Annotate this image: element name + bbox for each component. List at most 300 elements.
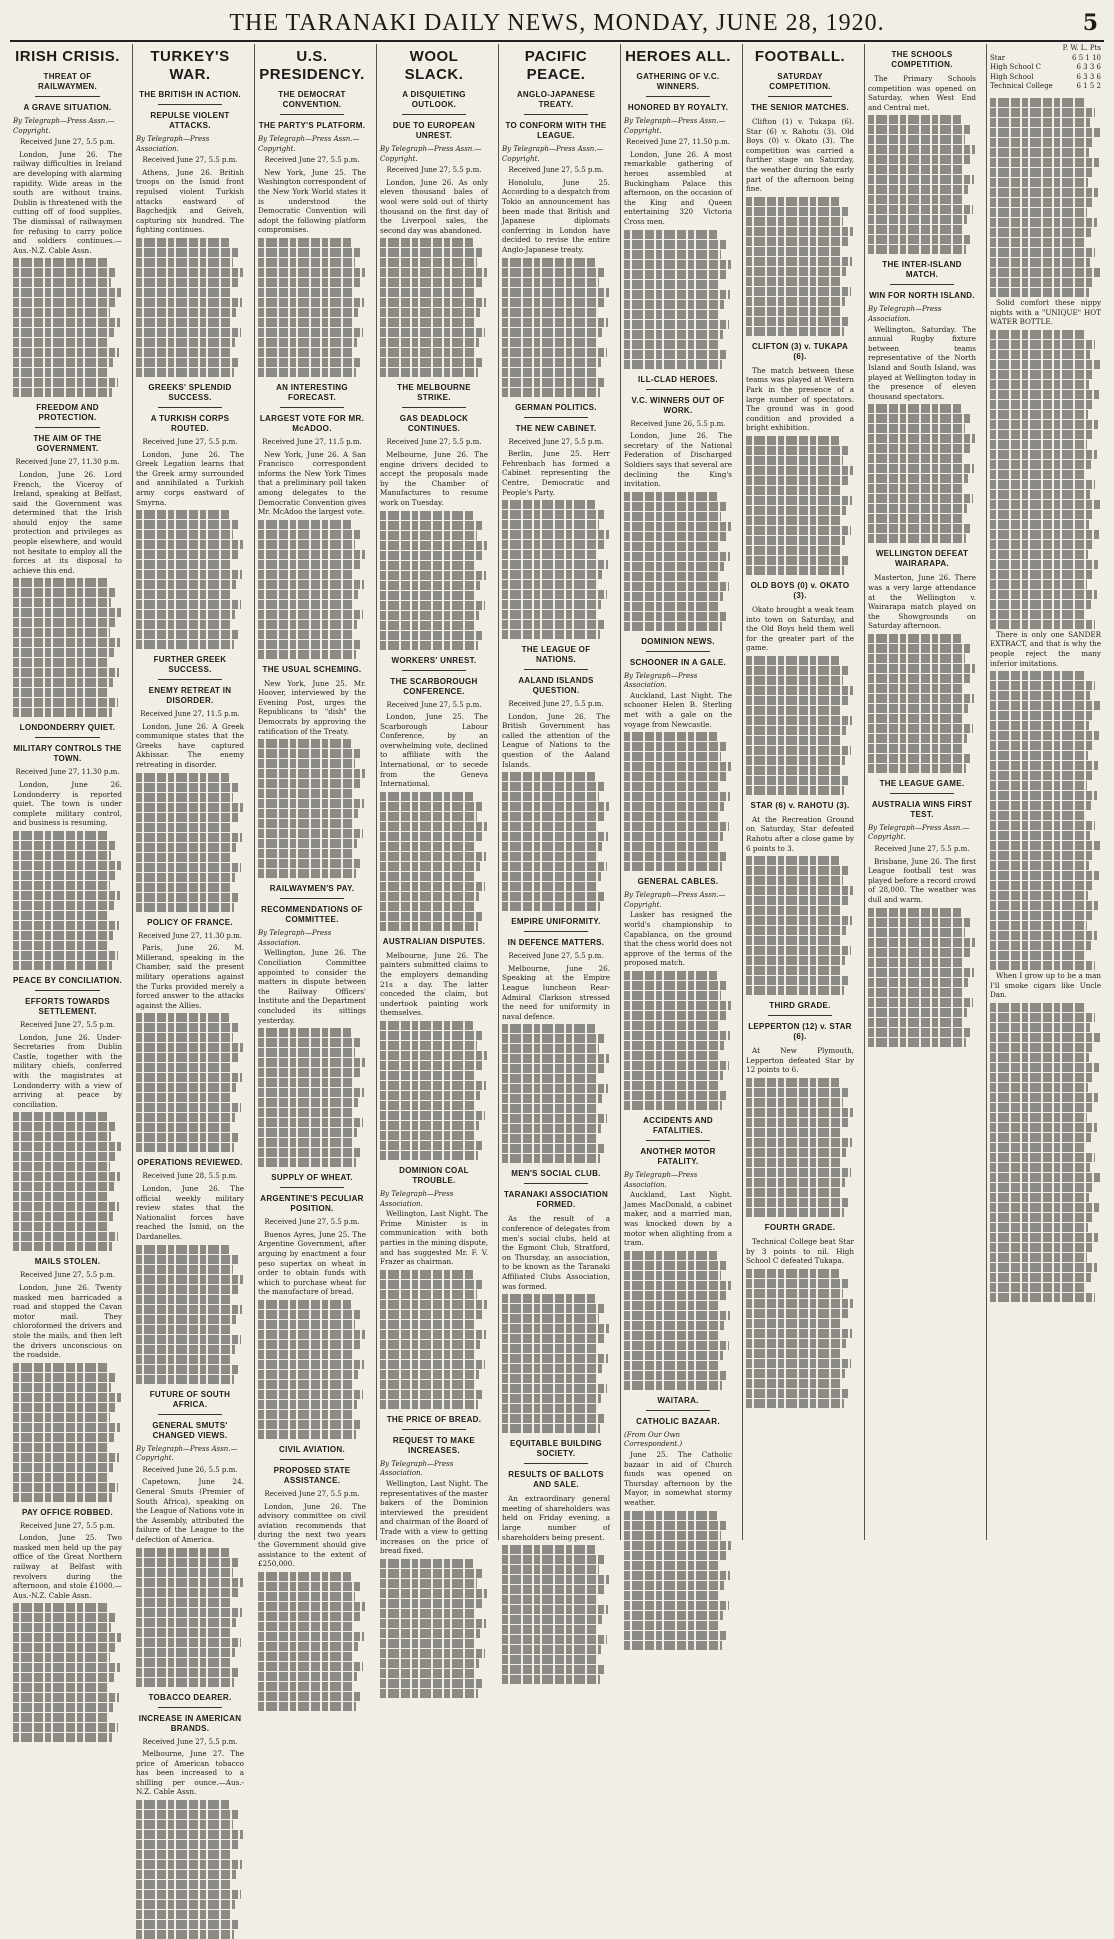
text-line [13,1633,121,1642]
text-line [380,348,474,357]
article-text: New York, June 25. The Washington correspondent of the New York World states it is understood the Democratic Convention will adopt the following platform compromises. [258,168,366,235]
text-line [380,1280,483,1289]
text-line [136,1275,243,1284]
text-line [380,611,479,620]
text-line [380,1310,482,1319]
text-line [136,1033,233,1042]
text-line [502,842,602,851]
text-line [746,1208,844,1217]
article-subheading: RECOMMENDATIONS OF COMMITTEE. [258,905,366,925]
text-line [868,454,964,463]
article-subheading: IN DEFENCE MATTERS. [502,938,610,948]
article-subheading: V.C. WINNERS OUT OF WORK. [624,396,732,416]
text-line [990,941,1091,950]
text-line [502,1374,597,1383]
text-line [258,1652,353,1661]
text-line [624,852,728,861]
text-line [624,552,730,561]
text-line [13,881,110,890]
article [502,1439,610,1684]
text-line [990,620,1095,629]
text-line [990,711,1094,720]
text-line [502,318,608,327]
text-line [136,1558,239,1567]
text-line [746,776,850,785]
text-line [136,278,238,287]
text-line [868,524,972,533]
article-text: Capetown, June 24. General Smuts (Premier of South Africa), speaking on the League of Nations vote in the Assembly, attributed the failure of the League to the defection of America. [136,1477,244,1544]
text-line [136,268,243,277]
article [624,375,732,631]
article-heading: GERMAN POLITICS. [502,403,610,413]
article-heading: FURTHER GREEK SUCCESS. [136,655,244,675]
text-line [258,1350,354,1359]
article-heading: MAILS STOLEN. [13,1257,122,1267]
text-line [136,1810,239,1819]
text-line [746,1309,848,1318]
heading-rule [35,96,100,97]
text-line [990,821,1095,830]
text-line [13,598,111,607]
text-line [258,809,358,818]
dateline: By Telegraph—Press Assn.—Copyright. [502,145,610,164]
text-line [868,684,964,693]
text-line [868,514,962,523]
text-line [746,446,849,455]
text-line [258,600,353,609]
text-line [502,1034,605,1043]
text-line [13,901,114,910]
text-line [746,896,848,905]
text-line [380,872,475,881]
text-line [990,861,1089,870]
text-line [380,862,480,871]
text-line [502,1104,597,1113]
text-line [13,348,119,357]
text-line [868,205,973,214]
text-line [13,1192,109,1201]
article [380,1415,488,1698]
text-line [624,832,723,841]
received-line: Received June 27, 11.30 p.m. [136,932,244,942]
text-line [258,328,363,337]
article-heading: SUPPLY OF WHEAT. [258,1173,366,1183]
column-headline: U.S. PRESIDENCY. [258,48,366,84]
text-line [380,631,484,640]
article-text: Technical College beat Star by 3 points to nil. High School C defeated Tukapa. [746,1237,854,1266]
text-line [868,654,965,663]
text-line [990,510,1094,519]
text-line [502,1344,598,1353]
article-subheading: HONORED BY ROYALTY. [624,103,732,113]
text-line [136,1920,240,1929]
text-line [258,650,356,659]
text-line [136,1880,231,1889]
text-line [746,566,844,575]
table-team: High School C [990,63,1041,73]
article [136,383,244,649]
text-line [258,1138,352,1147]
text-line [502,1364,602,1373]
text-line [624,772,726,781]
article-heading: AUSTRALIAN DISPUTES. [380,937,488,947]
text-line [502,812,604,821]
text-line [13,861,121,870]
text-line [502,1354,608,1363]
text-line [136,853,231,862]
text-line [624,782,720,791]
text-line [13,1393,121,1402]
text-line [502,620,606,629]
text-line [990,1123,1097,1132]
received-line: Received June 27, 5.5 p.m. [502,438,610,448]
text-line [502,1124,601,1133]
text-line [380,1101,475,1110]
text-line [258,348,352,357]
text-line [136,640,234,649]
text-line [136,823,232,832]
text-line [868,245,966,254]
text-line [502,560,608,569]
text-line [136,1900,235,1909]
text-line [258,1028,351,1037]
text-line [13,831,107,840]
text-line [624,250,721,259]
text-line [624,1631,728,1640]
text-line [136,530,233,539]
text-line [380,1609,476,1618]
received-line: Received June 27, 11.50 p.m. [624,138,732,148]
article-text: London, June 25. The Scarborough Labour Conference, by an overwhelming vote, declined to affiliate with the International, or to secede from the Geneva International. [380,712,488,789]
text-line [624,1031,730,1040]
text-line [13,368,108,377]
text-line [624,1021,720,1030]
article-subheading: THE AIM OF THE GOVERNMENT. [13,434,122,454]
article [13,976,122,1251]
text-line [380,1659,479,1668]
article-heading: THE USUAL SCHEMING. [258,665,366,675]
received-line: Received June 27, 5.5 p.m. [502,700,610,710]
text-line [868,958,964,967]
text-line [624,522,731,531]
table-values: 6 3 3 6 [1077,73,1102,83]
text-line [136,1255,239,1264]
text-line [258,1118,363,1127]
article [258,1173,366,1439]
text-line [502,610,596,619]
text-line [624,320,729,329]
article-heading: GENERAL CABLES. [624,877,732,887]
text-line [990,1293,1095,1302]
received-line: Received June 27, 11.30 p.m. [13,768,122,778]
article [624,1116,732,1390]
text-line [258,1340,360,1349]
article-text: Auckland, Last Night. The schooner Helen B. Sterling met with a gale on the voyage from Newcastle. [624,691,732,729]
text-line [13,841,117,850]
note-text: When I grow up to be a man I'll smoke cigars like Uncle Dan. [990,971,1101,1000]
text-line [136,1063,232,1072]
article-heading: WORKERS' UNREST. [380,656,488,666]
text-line [258,288,354,297]
text-line [868,125,971,134]
received-line: Received June 27, 5.5 p.m. [380,166,488,176]
article-heading: WELLINGTON DEFEAT WAIRARAPA. [868,549,976,569]
text-line [746,1389,850,1398]
text-line [258,520,351,529]
text-line [380,892,479,901]
text-line [624,1251,717,1260]
received-line: Received June 27, 5.5 p.m. [258,1218,366,1228]
text-line [868,948,970,957]
text-line [990,1013,1095,1022]
text-line [624,572,719,581]
text-line [746,217,843,226]
article-heading: SATURDAY COMPETITION. [746,72,854,92]
text-line [136,520,239,529]
article [258,383,366,659]
text-line [258,620,357,629]
text-line [624,1071,723,1080]
table-row [990,73,1101,83]
text-line [380,1300,487,1309]
text-line [624,732,717,741]
text-line [624,822,729,831]
article [258,90,366,377]
text-line [746,476,848,485]
text-line [990,188,1098,197]
column-6 [620,44,735,1540]
text-line [258,258,355,267]
article-heading: THE DEMOCRAT CONVENTION. [258,90,366,110]
text-line [136,258,233,267]
text-line [136,348,230,357]
text-line [258,318,353,327]
text-line [13,1703,113,1712]
text-line [624,1281,731,1290]
article-subheading: A TURKISH CORPS ROUTED. [136,414,244,434]
article [136,90,244,377]
text-line [746,207,849,216]
text-line [502,358,601,367]
text-line [258,1642,358,1651]
received-line: Received June 27, 5.5 p.m. [13,1271,122,1281]
article-text: Lasker has resigned the world's championship to Capablanca, on the ground that the chess world does not approve of the terms of the proposed match. [624,910,732,968]
article-subheading: THE SCARBOROUGH CONFERENCE. [380,677,488,697]
heading-rule [524,1183,589,1184]
text-line [258,1430,356,1439]
text-line [990,951,1085,960]
text-line [13,1222,108,1231]
text-line [990,330,1085,339]
text-line [990,390,1099,399]
text-line [380,1679,484,1688]
article [502,1169,610,1433]
text-line [502,1334,604,1343]
text-line [380,298,486,307]
text-line [502,782,605,791]
text-line [868,404,961,413]
text-line [380,1021,473,1030]
text-line [380,1619,486,1628]
text-line [13,1112,107,1121]
text-line [136,1325,231,1334]
text-line [624,1601,729,1610]
text-line [624,1001,731,1010]
article [624,877,732,1110]
article-heading: THE PRICE OF BREAD. [380,1415,488,1425]
text-line [136,1083,236,1092]
text-line [624,762,731,771]
article-text: Wellington, Last Night. The Prime Minister is in communication with both parties in the mining dispute, and has suggested Mr. F. V. Frazer as chairman. [380,1209,488,1267]
text-line [380,551,482,560]
text-line [624,1541,731,1550]
text-line [13,1232,118,1241]
text-line [868,734,967,743]
text-line [13,1623,111,1632]
text-line [258,1310,361,1319]
text-line [136,368,234,377]
text-line [13,941,108,950]
received-line: Received June 27, 5.5 p.m. [380,438,488,448]
text-line [746,886,853,895]
text-line [868,414,971,423]
text-line [380,581,480,590]
text-line [13,258,107,267]
text-line [136,903,234,912]
text-line [502,378,606,387]
text-line [624,1551,726,1560]
text-line [258,859,362,868]
text-line [746,1339,846,1348]
text-line [746,297,845,306]
article-heading: EQUITABLE BUILDING SOCIETY. [502,1439,610,1459]
column-8 [864,44,979,1540]
text-line [502,308,598,317]
column-headline: IRISH CRISIS. [13,48,122,66]
text-line [990,610,1085,619]
text-line [13,268,117,277]
article [868,549,976,773]
text-line [746,227,853,236]
text-line [990,871,1099,880]
text-line [258,749,361,758]
article-subheading: GAS DEADLOCK CONTINUES. [380,414,488,434]
text-line [136,298,242,307]
text-line [624,300,724,309]
text-line [990,1053,1089,1062]
article-heading: LONDONDERRY QUIET. [13,723,122,733]
text-line [258,1300,351,1309]
text-line [868,494,973,503]
text-line [380,601,485,610]
text-line [502,338,597,347]
text-line [13,1152,115,1161]
text-line [13,1242,112,1251]
text-line [746,1279,849,1288]
text-line [380,358,484,367]
article-text: Clifton (1) v. Tukapa (6). Star (6) v. Rahotu (3). Old Boys (0) v. Okato (3). The competition was carried a further stage on Saturday, the weather during the early part of the afternoon being fine. [746,117,854,194]
text-line [380,1400,478,1409]
heading-rule [280,407,345,408]
text-line [624,532,726,541]
text-line [990,931,1097,940]
text-line [136,1598,232,1607]
text-line [136,1043,243,1052]
text-line [502,1394,601,1403]
text-line [13,1403,115,1412]
text-line [990,278,1094,287]
article [258,665,366,879]
text-line [624,1081,718,1090]
text-line [868,215,967,224]
article [746,581,854,795]
text-line [990,1153,1095,1162]
text-line [746,287,851,296]
text-line [258,1048,355,1057]
text-line [746,716,852,725]
text-line [258,580,364,589]
text-line [13,891,120,900]
text-line [990,540,1093,549]
text-line [624,290,730,299]
text-line [13,1693,119,1702]
dateline: By Telegraph—Press Assn.—Copyright. [136,1445,244,1464]
article-heading: A DISQUIETING OUTLOOK. [380,90,488,110]
text-line [502,278,599,287]
heading-rule [280,114,345,115]
text-line [868,644,971,653]
text-line [136,1840,238,1849]
text-line [136,1820,233,1829]
text-line [746,1329,852,1338]
text-line [136,510,229,519]
text-line [380,1629,480,1638]
text-line [380,1141,484,1150]
text-line [624,1351,723,1360]
text-line [624,582,729,591]
text-line [258,849,352,858]
text-line [258,1682,352,1691]
article-text: As the result of a conference of delegates from men's social clubs, held at the Egmont Club, Stratford, on Thursday, an association, to be known as the Taranaki Affiliated Clubs Association, was formed. [502,1214,610,1291]
text-line [746,247,842,256]
text-line [624,1621,718,1630]
text-line [502,1084,608,1093]
text-line [990,761,1098,770]
heading-rule [768,96,833,97]
heading-rule [524,1463,589,1464]
text-line [990,98,1085,107]
text-line [13,618,115,627]
article [746,342,854,575]
table-team: Technical College [990,82,1053,92]
text-line [258,1370,358,1379]
text-line [502,590,607,599]
article-text: Auckland, Last Night. James MacDonald, a cabinet maker, and a married man, was knocked down by a motor when alighting from a tram. [624,1190,732,1248]
text-line [258,1360,364,1369]
text-line [746,1148,846,1157]
text-line [13,1363,107,1372]
article-text: Paris, June 26. M. Millerand, speaking in the Chamber, said the present military operations against the Turks provided merely a forced answer to the attacks against the Allies. [136,943,244,1010]
text-line [502,1605,608,1614]
text-line [380,511,473,520]
text-line [990,1113,1087,1122]
heading-rule [402,670,467,671]
text-line [13,1413,110,1422]
article [136,655,244,912]
text-line [990,248,1095,257]
text-line [502,258,595,267]
text-line [258,1128,357,1137]
